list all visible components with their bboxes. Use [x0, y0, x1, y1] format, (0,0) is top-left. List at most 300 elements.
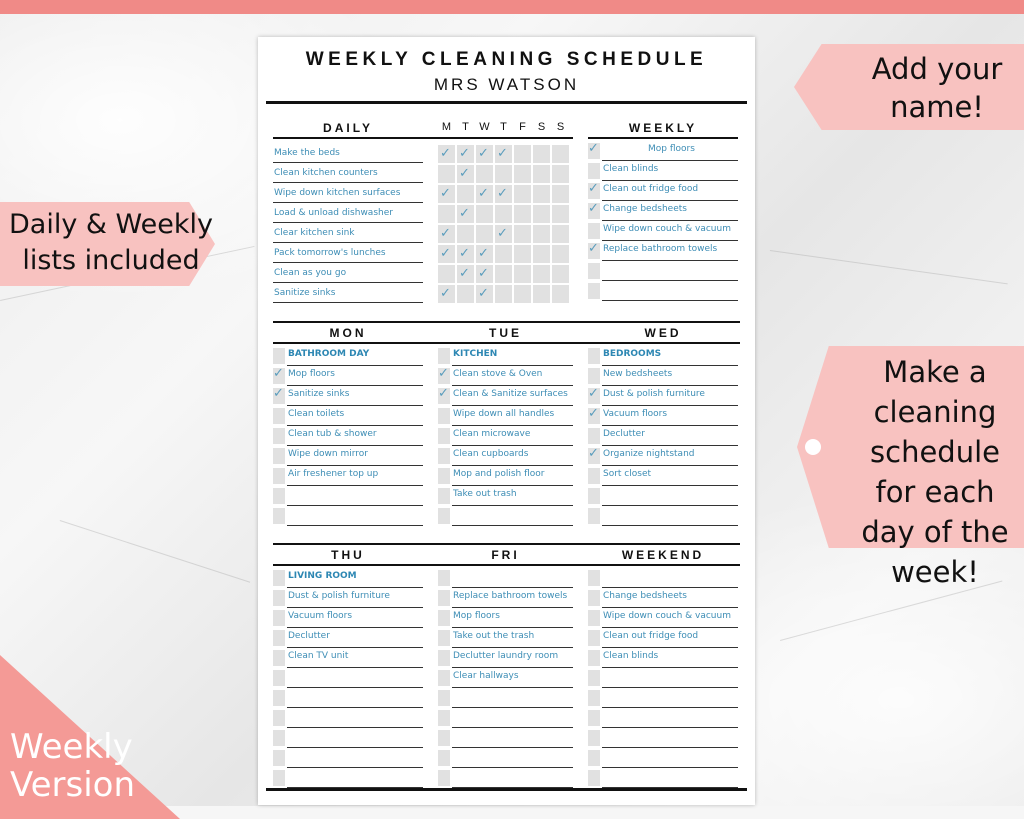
daily-checkbox[interactable]	[533, 145, 550, 163]
day-task-row	[438, 608, 573, 628]
check-icon: ✓	[459, 165, 470, 180]
check-icon: ✓	[588, 200, 599, 215]
weekly-task-row	[588, 241, 738, 261]
checkbox[interactable]	[438, 570, 450, 586]
checkbox[interactable]	[588, 488, 600, 504]
day-category-label: KITCHEN	[453, 349, 498, 359]
day-task-row	[438, 708, 573, 728]
daily-task-label: Make the beds	[274, 148, 340, 158]
daily-checkbox[interactable]	[476, 245, 493, 263]
weekly-task-label: Change bedsheets	[603, 204, 687, 214]
row-line	[602, 525, 738, 526]
check-icon: ✓	[478, 285, 489, 300]
weekly-task-row	[588, 221, 738, 241]
check-icon: ✓	[588, 140, 599, 155]
weekly-task-row	[588, 161, 738, 181]
day-task-row	[438, 668, 573, 688]
day-task-label: Organize nightstand	[603, 449, 695, 459]
day-column-header: T	[500, 121, 507, 133]
row-line	[602, 300, 738, 301]
day-column-header: M	[441, 121, 452, 133]
checkbox[interactable]	[273, 750, 285, 766]
checkbox[interactable]	[438, 590, 450, 606]
day-task-row	[438, 688, 573, 708]
row-line	[452, 787, 573, 788]
daily-checkbox[interactable]	[533, 245, 550, 263]
daily-checkbox[interactable]	[533, 225, 550, 243]
row-line	[273, 302, 423, 303]
daily-checkbox[interactable]	[476, 265, 493, 283]
day-task-row	[438, 648, 573, 668]
day-task-label: Air freshener top up	[288, 469, 379, 479]
day-task-row	[438, 768, 573, 788]
day-task-label: Change bedsheets	[603, 591, 687, 601]
day-heading-line	[273, 321, 438, 323]
day-task-row	[588, 506, 738, 526]
daily-checkbox[interactable]	[533, 265, 550, 283]
weekly-version-text: Weekly Version	[10, 727, 136, 805]
check-icon: ✓	[440, 185, 451, 200]
day-task-label: Vacuum floors	[288, 611, 353, 621]
day-task-row	[273, 688, 423, 708]
day-task-row	[273, 406, 423, 426]
row-line	[287, 787, 423, 788]
day-task-label: Clean & Sanitize surfaces	[453, 389, 568, 399]
daily-checkbox[interactable]	[552, 205, 569, 223]
marble-vein	[770, 250, 1008, 284]
day-heading-line	[438, 321, 588, 323]
tag-hole	[805, 439, 821, 455]
checkbox[interactable]	[588, 610, 600, 626]
checkbox[interactable]	[438, 448, 450, 464]
checkbox[interactable]	[588, 428, 600, 444]
day-column-header: S	[537, 121, 546, 133]
checkbox[interactable]	[588, 690, 600, 706]
checkbox[interactable]	[588, 670, 600, 686]
daily-checkbox[interactable]	[552, 145, 569, 163]
day-task-row	[273, 768, 423, 788]
checkbox[interactable]	[588, 710, 600, 726]
day-task-label: Declutter	[288, 631, 330, 641]
daily-checkbox[interactable]	[438, 245, 455, 263]
daily-checkbox[interactable]	[514, 205, 531, 223]
check-icon: ✓	[478, 245, 489, 260]
day-task-label: New bedsheets	[603, 369, 673, 379]
day-task-row	[438, 728, 573, 748]
weekly-task-row	[588, 181, 738, 201]
daily-checkbox[interactable]	[457, 245, 474, 263]
day-task-label: Wipe down mirror	[288, 449, 368, 459]
check-icon: ✓	[478, 145, 489, 160]
day-task-row	[273, 648, 423, 668]
daily-checkbox[interactable]	[476, 165, 493, 183]
daily-task-label: Load & unload dishwasher	[274, 208, 393, 218]
daily-checkbox[interactable]	[552, 185, 569, 203]
daily-checkbox[interactable]	[476, 145, 493, 163]
day-task-label: Sort closet	[603, 469, 652, 479]
checkbox[interactable]	[588, 348, 600, 364]
day-task-label: Take out trash	[453, 489, 517, 499]
checkbox[interactable]	[438, 690, 450, 706]
check-icon: ✓	[440, 245, 451, 260]
day-task-row	[273, 446, 423, 466]
day-task-row	[273, 486, 423, 506]
day-task-label: Clean tub & shower	[288, 429, 377, 439]
check-icon: ✓	[497, 225, 508, 240]
day-task-row	[273, 506, 423, 526]
daily-checkbox[interactable]	[514, 225, 531, 243]
checkbox[interactable]	[273, 730, 285, 746]
daily-checkbox[interactable]	[438, 185, 455, 203]
daily-checkbox[interactable]	[495, 165, 512, 183]
daily-task-row	[273, 263, 423, 283]
day-task-label: Vacuum floors	[603, 409, 668, 419]
checkbox[interactable]	[438, 770, 450, 786]
daily-task-label: Clean kitchen counters	[274, 168, 378, 178]
day-heading-line	[438, 543, 588, 545]
checkbox[interactable]	[588, 770, 600, 786]
daily-checkbox[interactable]	[495, 185, 512, 203]
day-task-row	[273, 346, 423, 366]
checkbox[interactable]	[273, 670, 285, 686]
daily-checkbox[interactable]	[514, 165, 531, 183]
day-task-row	[273, 426, 423, 446]
row-line	[602, 787, 738, 788]
check-icon: ✓	[588, 240, 599, 255]
weekly-task-row	[588, 141, 738, 161]
checkbox[interactable]	[438, 730, 450, 746]
daily-checkbox[interactable]	[495, 245, 512, 263]
weekly-task-label: Clean blinds	[603, 164, 659, 174]
daily-task-label: Wipe down kitchen surfaces	[274, 188, 401, 198]
day-task-row	[438, 346, 573, 366]
checkbox[interactable]	[273, 428, 285, 444]
checkbox[interactable]	[438, 508, 450, 524]
check-icon: ✓	[459, 245, 470, 260]
check-icon: ✓	[438, 365, 449, 380]
check-icon: ✓	[273, 365, 284, 380]
daily-task-row	[273, 183, 423, 203]
check-icon: ✓	[273, 385, 284, 400]
daily-task-row	[273, 143, 423, 163]
checkbox[interactable]	[588, 590, 600, 606]
checkbox[interactable]	[273, 488, 285, 504]
day-task-row	[273, 568, 423, 588]
check-icon: ✓	[440, 285, 451, 300]
day-task-row	[438, 386, 573, 406]
check-icon: ✓	[440, 225, 451, 240]
daily-checkbox[interactable]	[438, 145, 455, 163]
day-column-header: S	[556, 121, 565, 133]
checkbox[interactable]	[588, 283, 600, 299]
check-icon: ✓	[478, 185, 489, 200]
checkbox[interactable]	[273, 770, 285, 786]
day-task-row	[588, 748, 738, 768]
owner-name: MRS WATSON	[433, 75, 580, 94]
day-task-row	[273, 668, 423, 688]
day-heading-line	[588, 543, 740, 545]
day-task-row	[438, 426, 573, 446]
day-task-row	[438, 568, 573, 588]
daily-task-row	[273, 223, 423, 243]
day-heading-line	[273, 543, 438, 545]
checkbox[interactable]	[588, 223, 600, 239]
day-heading-tue: TUE	[489, 326, 522, 340]
weekly-task-label: Replace bathroom towels	[603, 244, 718, 254]
day-heading-weekend: WEEKEND	[621, 548, 705, 562]
daily-task-label: Pack tomorrow's lunches	[274, 248, 386, 258]
checkbox[interactable]	[438, 348, 450, 364]
checkbox[interactable]	[588, 570, 600, 586]
checkbox[interactable]	[273, 408, 285, 424]
day-task-row	[438, 588, 573, 608]
daily-checkbox[interactable]	[514, 265, 531, 283]
checkbox[interactable]	[438, 710, 450, 726]
daily-checkbox[interactable]	[457, 205, 474, 223]
day-task-label: Declutter	[603, 429, 645, 439]
row-line	[452, 525, 573, 526]
checkbox[interactable]	[438, 428, 450, 444]
daily-checkbox[interactable]	[438, 165, 455, 183]
day-task-row	[588, 668, 738, 688]
day-task-label: Clean cupboards	[453, 449, 529, 459]
daily-checkbox[interactable]	[514, 285, 531, 303]
day-task-row	[273, 588, 423, 608]
day-task-label: Declutter laundry room	[453, 651, 559, 661]
day-task-label: Clean toilets	[288, 409, 345, 419]
daily-heading: DAILY	[323, 121, 373, 135]
day-task-label: Clean TV unit	[288, 651, 349, 661]
day-task-label: Mop floors	[453, 611, 500, 621]
daily-checkbox[interactable]	[552, 245, 569, 263]
day-heading-wed: WED	[644, 326, 682, 340]
checkbox[interactable]	[438, 630, 450, 646]
checkbox[interactable]	[438, 488, 450, 504]
day-task-row	[438, 628, 573, 648]
daily-checkbox[interactable]	[495, 205, 512, 223]
day-column-header: W	[479, 121, 490, 133]
weekly-task-row	[588, 261, 738, 281]
checkbox[interactable]	[273, 448, 285, 464]
daily-checkbox[interactable]	[552, 265, 569, 283]
daily-checkbox[interactable]	[552, 285, 569, 303]
checkbox[interactable]	[273, 650, 285, 666]
day-category-label: LIVING ROOM	[288, 571, 357, 581]
daily-checkbox[interactable]	[438, 225, 455, 243]
checkbox[interactable]	[273, 508, 285, 524]
day-task-label: Sanitize sinks	[288, 389, 350, 399]
day-task-row	[438, 466, 573, 486]
check-icon: ✓	[459, 265, 470, 280]
check-icon: ✓	[438, 385, 449, 400]
checkbox[interactable]	[438, 468, 450, 484]
checkbox[interactable]	[273, 570, 285, 586]
weekly-task-row	[588, 201, 738, 221]
weekly-task-row	[588, 281, 738, 301]
daily-checkbox[interactable]	[476, 225, 493, 243]
daily-task-row	[273, 203, 423, 223]
daily-checkbox[interactable]	[495, 285, 512, 303]
daily-checkbox[interactable]	[533, 205, 550, 223]
checkbox[interactable]	[588, 508, 600, 524]
daily-task-label: Sanitize sinks	[274, 288, 336, 298]
daily-checkbox[interactable]	[495, 145, 512, 163]
day-task-label: Dust & polish furniture	[288, 591, 390, 601]
checkbox[interactable]	[588, 468, 600, 484]
title-rule	[266, 101, 747, 104]
day-task-row	[438, 748, 573, 768]
check-icon: ✓	[497, 145, 508, 160]
daily-checkbox[interactable]	[457, 285, 474, 303]
daily-checkbox[interactable]	[552, 165, 569, 183]
daily-checkbox[interactable]	[514, 185, 531, 203]
daily-checkbox[interactable]	[552, 225, 569, 243]
daily-checkbox[interactable]	[457, 185, 474, 203]
checkbox[interactable]	[588, 368, 600, 384]
daily-heading-line	[273, 137, 573, 139]
checkbox[interactable]	[438, 670, 450, 686]
day-task-row	[588, 568, 738, 588]
checkbox[interactable]	[273, 590, 285, 606]
daily-weekly-text: Daily & Weekly lists included	[9, 209, 213, 276]
day-category-label: BATHROOM DAY	[288, 349, 370, 359]
day-task-label: Clean out fridge food	[603, 631, 699, 641]
add-name-text: Add your name!	[871, 52, 1003, 124]
checkbox[interactable]	[588, 650, 600, 666]
day-task-row	[438, 366, 573, 386]
day-heading-underline	[273, 564, 438, 566]
weekly-task-label: Mop floors	[648, 144, 695, 154]
check-icon: ✓	[588, 405, 599, 420]
daily-checkbox[interactable]	[533, 285, 550, 303]
day-heading-line	[588, 321, 740, 323]
day-task-row	[273, 628, 423, 648]
day-column-header: T	[462, 121, 469, 133]
day-task-row	[273, 708, 423, 728]
day-task-row	[273, 748, 423, 768]
checkbox[interactable]	[273, 610, 285, 626]
day-task-row	[588, 346, 738, 366]
day-task-row	[588, 588, 738, 608]
daily-task-label: Clear kitchen sink	[274, 228, 355, 238]
check-icon: ✓	[459, 145, 470, 160]
weekly-heading-line	[588, 137, 738, 139]
daily-task-label: Clean as you go	[274, 268, 347, 278]
check-icon: ✓	[588, 445, 599, 460]
day-task-row	[273, 608, 423, 628]
checkbox[interactable]	[273, 690, 285, 706]
day-task-row	[588, 446, 738, 466]
checkbox[interactable]	[438, 408, 450, 424]
day-task-label: Wipe down couch & vacuum	[603, 611, 731, 621]
daily-checkbox[interactable]	[457, 265, 474, 283]
day-task-row	[588, 708, 738, 728]
weekly-heading: WEEKLY	[628, 121, 698, 135]
daily-checkbox[interactable]	[495, 225, 512, 243]
day-task-label: Wipe down all handles	[453, 409, 555, 419]
daily-checkbox[interactable]	[457, 225, 474, 243]
check-icon: ✓	[588, 180, 599, 195]
daily-checkbox[interactable]	[476, 185, 493, 203]
day-column-header: F	[519, 121, 526, 133]
day-task-row	[588, 366, 738, 386]
day-task-row	[588, 628, 738, 648]
daily-checkbox[interactable]	[438, 285, 455, 303]
checkbox[interactable]	[588, 263, 600, 279]
checkbox[interactable]	[438, 650, 450, 666]
day-task-label: Clean microwave	[453, 429, 531, 439]
checkbox[interactable]	[273, 348, 285, 364]
daily-checkbox[interactable]	[476, 285, 493, 303]
make-schedule-text: Make a cleaning schedule for each day of the week!	[861, 355, 1009, 589]
checkbox[interactable]	[273, 468, 285, 484]
day-task-row	[438, 486, 573, 506]
day-task-row	[588, 386, 738, 406]
daily-checkbox[interactable]	[514, 145, 531, 163]
day-task-label: Mop floors	[288, 369, 335, 379]
day-task-label: Replace bathroom towels	[453, 591, 568, 601]
checkbox[interactable]	[438, 610, 450, 626]
day-category-label: BEDROOMS	[603, 349, 662, 359]
day-heading-fri: FRI	[491, 548, 520, 562]
checkbox[interactable]	[588, 163, 600, 179]
daily-checkbox[interactable]	[476, 205, 493, 223]
daily-task-row	[273, 243, 423, 263]
top-accent-bar	[0, 0, 1024, 14]
day-task-row	[588, 486, 738, 506]
day-task-row	[438, 506, 573, 526]
daily-checkbox[interactable]	[514, 245, 531, 263]
daily-checkbox[interactable]	[495, 265, 512, 283]
checkbox[interactable]	[588, 750, 600, 766]
day-task-row	[588, 466, 738, 486]
day-task-label: Clear hallways	[453, 671, 519, 681]
weekly-task-label: Wipe down couch & vacuum	[603, 224, 731, 234]
day-heading-underline	[588, 342, 740, 344]
checkbox[interactable]	[273, 710, 285, 726]
check-icon: ✓	[497, 185, 508, 200]
checkbox[interactable]	[588, 730, 600, 746]
day-heading-underline	[438, 342, 588, 344]
day-task-label: Take out the trash	[453, 631, 535, 641]
day-heading-thu: THU	[331, 548, 365, 562]
schedule-sheet	[258, 37, 755, 805]
daily-checkbox[interactable]	[533, 165, 550, 183]
day-task-row	[588, 608, 738, 628]
daily-checkbox[interactable]	[457, 165, 474, 183]
marble-vein	[60, 520, 251, 583]
day-task-label: Clean blinds	[603, 651, 659, 661]
check-icon: ✓	[588, 385, 599, 400]
daily-checkbox[interactable]	[533, 185, 550, 203]
day-task-row	[588, 426, 738, 446]
day-task-label: Clean stove & Oven	[453, 369, 543, 379]
day-task-row	[438, 406, 573, 426]
daily-task-row	[273, 163, 423, 183]
daily-checkbox[interactable]	[438, 265, 455, 283]
checkbox[interactable]	[438, 750, 450, 766]
weekly-task-label: Clean out fridge food	[603, 184, 699, 194]
checkbox[interactable]	[273, 630, 285, 646]
checkbox[interactable]	[588, 630, 600, 646]
check-icon: ✓	[478, 265, 489, 280]
day-task-row	[588, 688, 738, 708]
page-title: WEEKLY CLEANING SCHEDULE	[305, 49, 708, 70]
day-task-row	[273, 466, 423, 486]
day-task-row	[588, 728, 738, 748]
daily-checkbox[interactable]	[438, 205, 455, 223]
daily-checkbox[interactable]	[457, 145, 474, 163]
